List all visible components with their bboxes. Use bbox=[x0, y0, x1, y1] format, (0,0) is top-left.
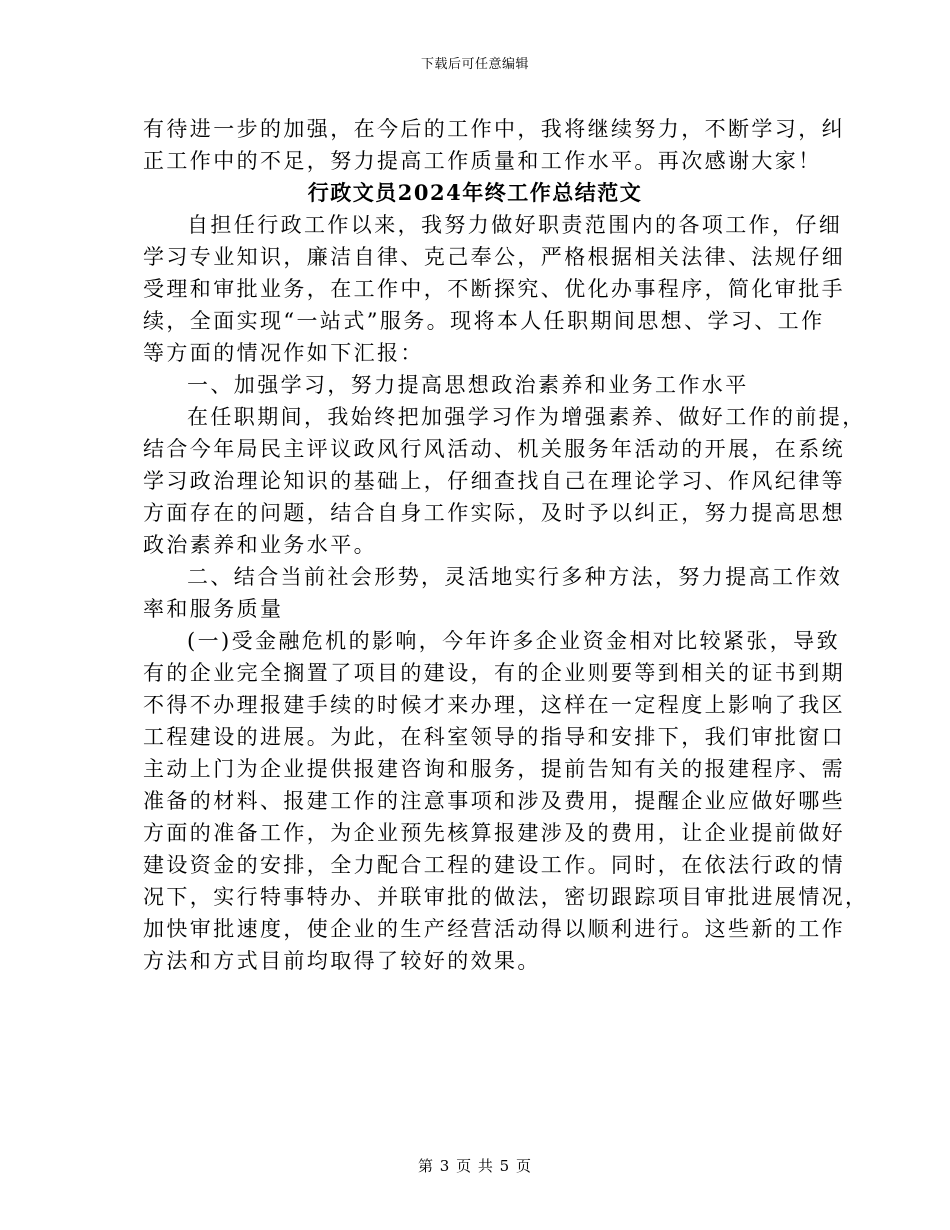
text-line: 正工作中的不足，努力提高工作质量和工作水平。再次感谢大家！ bbox=[143, 149, 822, 173]
text-line: 有待进一步的加强，在今后的工作中，我将继续努力，不断学习，纠 bbox=[143, 117, 845, 141]
text-line: (一)受金融危机的影响，今年许多企业资金相对比较紧张，导致 bbox=[187, 629, 840, 653]
text-line: 方面存在的问题，结合自身工作实际，及时予以纠正，努力提高思想 bbox=[143, 501, 845, 525]
document-title: 行政文员2024年终工作总结范文 bbox=[307, 180, 643, 205]
page-footer: 第 3 页 共 5 页 bbox=[418, 1157, 532, 1175]
text-line: 方面的准备工作，为企业预先核算报建涉及的费用，让企业提前做好 bbox=[143, 821, 845, 845]
text-line: 加快审批速度，使企业的生产经营活动得以顺利进行。这些新的工作 bbox=[143, 917, 845, 941]
text-line: 等方面的情况作如下汇报： bbox=[143, 341, 424, 365]
text-line: 方法和方式目前均取得了较好的效果。 bbox=[143, 949, 541, 973]
text-line: 续，全面实现“一站式”服务。现将本人任职期间思想、学习、工作 bbox=[143, 309, 825, 333]
text-line: 学习政治理论知识的基础上，仔细查找自己在理论学习、作风纪律等 bbox=[143, 469, 845, 493]
text-line: 准备的材料、报建工作的注意事项和涉及费用，提醒企业应做好哪些 bbox=[143, 789, 845, 813]
document-body bbox=[143, 113, 869, 977]
text-line: 工程建设的进展。为此，在科室领导的指导和安排下，我们审批窗口 bbox=[143, 725, 845, 749]
text-line: 结合今年局民主评议政风行风活动、机关服务年活动的开展，在系统 bbox=[143, 437, 845, 461]
text-line: 受理和审批业务，在工作中，不断探究、优化办事程序，简化审批手 bbox=[143, 277, 845, 301]
section-heading: 二、结合当前社会形势，灵活地实行多种方法，努力提高工作效 bbox=[187, 565, 843, 589]
text-line: 自担任行政工作以来，我努力做好职责范围内的各项工作，仔细 bbox=[187, 213, 843, 237]
section-heading: 一、加强学习，努力提高思想政治素养和业务工作水平 bbox=[187, 373, 749, 397]
text-line: 政治素养和业务水平。 bbox=[143, 533, 377, 557]
text-line: 主动上门为企业提供报建咨询和服务，提前告知有关的报建程序、需 bbox=[143, 757, 845, 781]
text-line: 不得不办理报建手续的时候才来办理，这样在一定程度上影响了我区 bbox=[143, 693, 845, 717]
page-header: 下载后可任意编辑 bbox=[420, 57, 529, 72]
text-line: 在任职期间，我始终把加强学习作为增强素养、做好工作的前提， bbox=[187, 405, 866, 429]
text-line: 学习专业知识，廉洁自律、克己奉公，严格根据相关法律、法规仔细 bbox=[143, 245, 845, 269]
text-line: 况下，实行特事特办、并联审批的做法，密切跟踪项目审批进展情况， bbox=[143, 885, 869, 909]
text-line: 率和服务质量 bbox=[143, 597, 284, 621]
text-line: 有的企业完全搁置了项目的建设，有的企业则要等到相关的证书到期 bbox=[143, 661, 845, 685]
text-line: 建设资金的安排，全力配合工程的建设工作。同时，在依法行政的情 bbox=[143, 853, 845, 877]
